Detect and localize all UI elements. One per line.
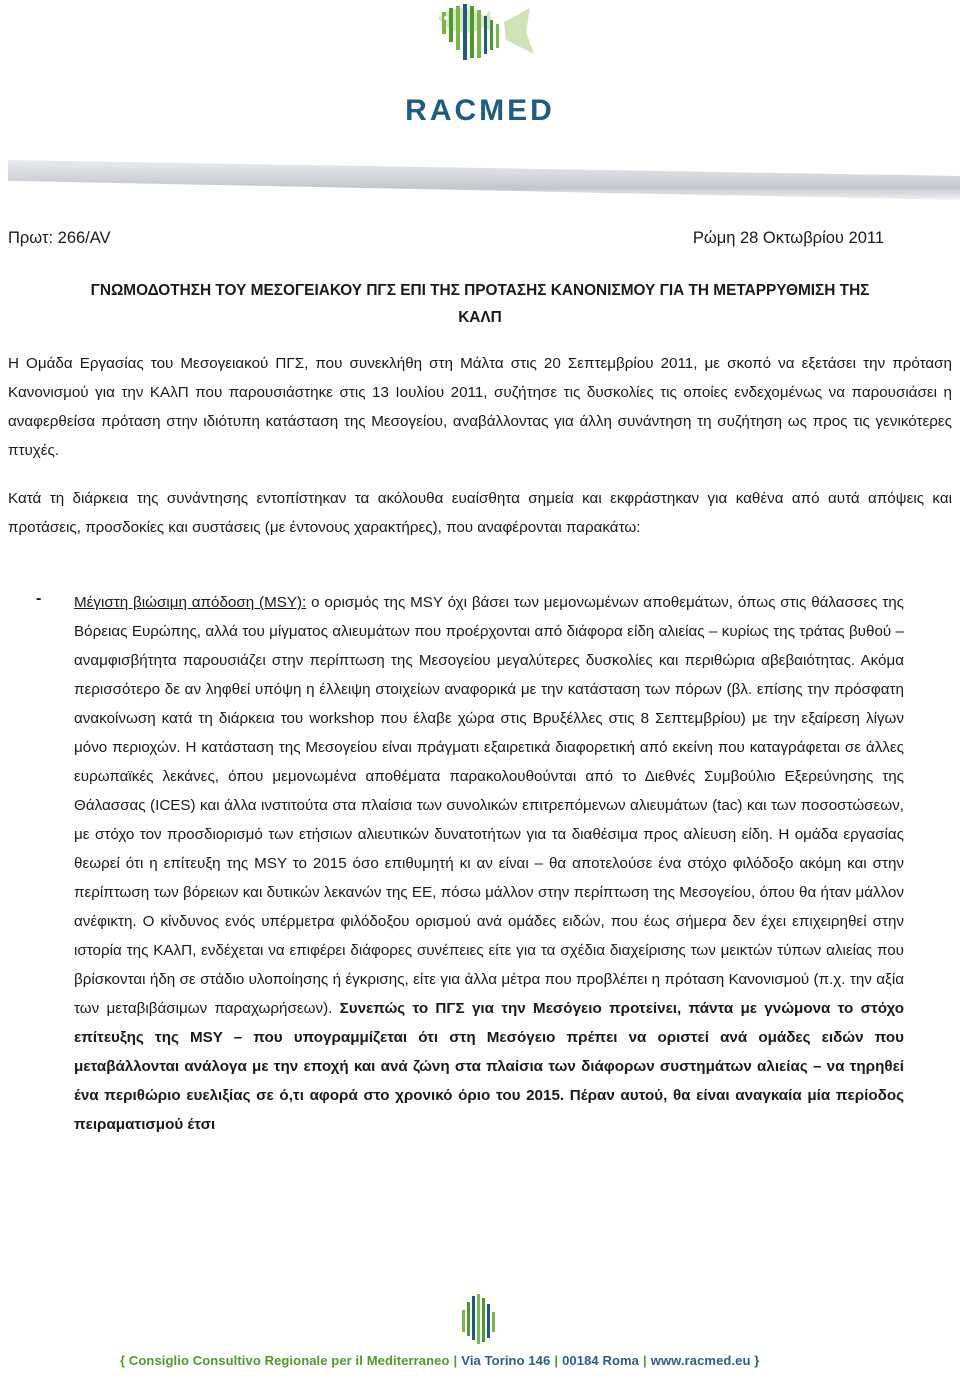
footer-city: 00184 Roma (562, 1353, 639, 1368)
footer-separator: | (554, 1353, 559, 1368)
meeting-paragraph: Κατά τη διάρκεια της συνάντησης εντοπίστηκαν τα ακόλουθα ευαίσθητα σημεία και εκφράστηκαν για καθένα από αυτά απόψεις και προτάσεις, προσδοκίες και συστάσεις (με έντονους χαρακτήρες), που αναφέρονται παρακάτω: (8, 490, 952, 536)
msy-text: ο ορισμός της MSY όχι βάσει των μεμονωμένων αποθεμάτων, όπως στις θάλασσες της Βόρειας Ευρώπης, αλλά του μίγματος αλιευμάτων που προέρχονται από διάφορα είδη αλιείας – κυρίως της τράτας βυθού – αναμφισβήτητα παρουσιάζει στην περίπτωση της Μεσογείου μεγαλύτερες δυσκολίες και περιθώρια αβεβαιότητας. Ακόμα περισσότερο δε αν ληφθεί υπόψη η έλλειψη στοιχείων αναφορικά με την κατάσταση των πόρων (βλ. επίσης την πρόσφατη ανακοίνωση κατά τη διάρκεια του workshop που έλαβε χώρα στις Βρυξέλλες στις 8 Σεπτεμβρίου) με την εξαίρεση λίγων μόνο περιοχών. Η κατάσταση της Μεσογείου είναι πράγματι εξαιρετικά διαφορετική από εκείνη που καταγράφεται σε άλλες ευρωπαϊκές λεκάνες, όπου μεμονωμένα αποθέματα παρακολουθούνται από το Διεθνές Συμβούλιο Εξερεύνησης της Θάλασσας (ICES) και άλλα ινστιτούτα στα πλαίσια των συνολικών επιτρεπόμενων αλιευμάτων (tac) και των ποσοστώσεων, με στόχο τον προσδιορισμό των ετήσιων αλιευτικών δυνατοτήτων για τα διαθέσιμα προς αλίευση είδη. Η ομάδα εργασίας θεωρεί ότι η επίτευξη της MSY το 2015 όσο επιθυμητή κι αν είναι – θα αποτελούσε ένα στόχο φιλόδοξο ακόμη και στην περίπτωση των βόρειων και δυτικών λεκανών της ΕΕ, πόσω μάλλον στην περίπτωση της Μεσογείου, όπου θα ήταν μάλλον ανέφικτη. Ο κίνδυνος ενός υπέρμετρα φιλόδοξου ορισμού ανά ομάδες ειδών, που έως σήμερα δεν έχει επιχειρηθεί στην ιστορία της ΚΑλΠ, ενδέχεται να επιφέρει διάφορες συνέπειες είτε για τα σχέδια διαχείρισης των μεικτών τύπων αλιείας που βρίσκονται ήδη σε στάδιο υλοποίησης ή έγκρισης, είτε για άλλα μέτρα που προβλέπει η πρόταση Κανονισμού (π.χ. την αξία των μεταβιβάσιμων παραχωρήσεων). (74, 594, 905, 1017)
footer-logo-icon (458, 1292, 498, 1350)
msy-bullet (74, 588, 904, 1139)
racmed-wordmark: RACMED (405, 94, 555, 127)
footer-separator: | (642, 1353, 647, 1368)
letter-date: Ρώμη 28 Οκτωβρίου 2011 (692, 229, 884, 247)
title-line-1: ΓΝΩΜΟΔΟΤΗΣΗ ΤΟΥ ΜΕΣΟΓΕΙΑΚΟΥ ΠΓΣ ΕΠΙ ΤΗΣ ΠΡΟΤΑΣΗΣ ΚΑΝΟΝΙΣΜΟΥ ΓΙΑ ΤΗ ΜΕΤΑΡΡΥΘΜΙΣΗ ΤΗΣ (90, 282, 870, 299)
msy-recommendation: Συνεπώς το ΠΓΣ για την Μεσόγειο προτείνει, πάντα με γνώμονα το στόχο επίτευξης της MSY – που υπογραμμίζεται ότι στη Μεσόγειο πρέπει να οριστεί ανά ομάδες ειδών που μεταβάλλονται ανάλογα με την εποχή και ανά ζώνη στα πλαίσια των διάφορων συστημάτων αλιείας – να τηρηθεί ένα περιθώριο ευελιξίας σε ό,τι αφορά στο χρονικό όριο του 2015. Πέραν αυτού, θα είναι αναγκαία μία περίοδος πειραματισμού έτσι (74, 1000, 904, 1133)
racmed-logo (380, 2, 580, 127)
footer-separator: | (453, 1353, 458, 1368)
footer-address (120, 1353, 872, 1368)
footer-street: Via Torino 146 (461, 1353, 551, 1368)
letter-meta (8, 229, 884, 248)
msy-heading: Μέγιστη βιώσιμη απόδοση (MSY): (74, 594, 307, 611)
footer-website-link[interactable]: www.racmed.eu } (650, 1353, 760, 1368)
protocol-number: Πρωτ: 266/AV (8, 229, 111, 247)
header-divider (8, 160, 960, 200)
footer-org: { Consiglio Consultivo Regionale per il Mediterraneo (120, 1353, 450, 1368)
bullet-dash: - (36, 590, 42, 607)
title-line-2: ΚΑΛΠ (458, 309, 502, 326)
intro-paragraph: Η Ομάδα Εργασίας του Μεσογειακού ΠΓΣ, που συνεκλήθη στη Μάλτα στις 20 Σεπτεμβρίου 2011, με σκοπό να εξετάσει την πρόταση Κανονισμού για την ΚΑλΠ που παρουσιάστηκε στις 13 Ιουλίου 2011, συζήτησε τις δυσκολίες τις οποίες ενδεχομένως να παρουσιάσει η αναφερθείσα πρόταση στην ιδιότυπη κατάσταση της Μεσογείου, αναβάλλοντας για άλλη συνάντηση τη συζήτηση ως προς τις γενικότερες πτυχές. (8, 355, 952, 459)
fish-icon (438, 4, 534, 60)
page-title (8, 277, 952, 331)
